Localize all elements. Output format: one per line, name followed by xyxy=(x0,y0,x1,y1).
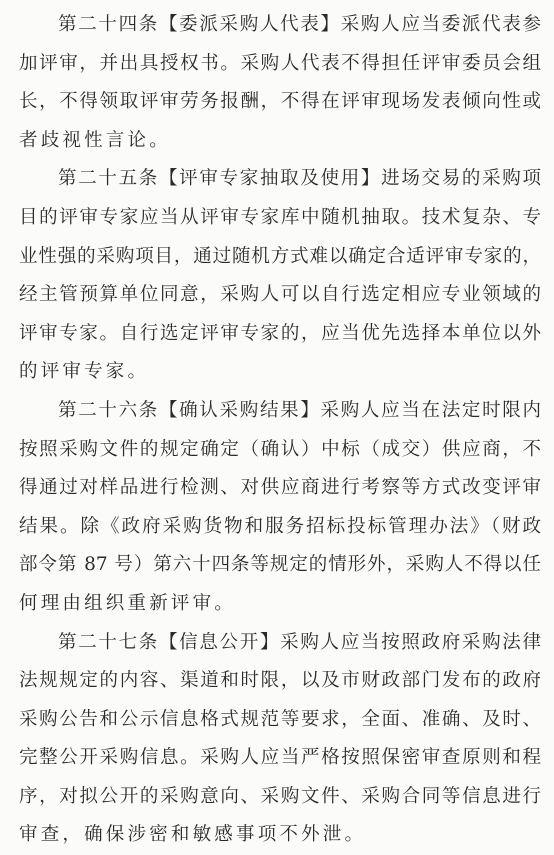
text-line: 加评审，并出具授权书。采购人代表不得担任评审委员会组 xyxy=(19,45,541,84)
text-line: 业性强的采购项目，通过随机方式难以确定合适评审专家的， xyxy=(19,238,541,277)
text-line: 何理由组织重新评审。 xyxy=(19,585,541,624)
text-line: 第二十七条【信息公开】采购人应当按照政府采购法律 xyxy=(19,624,541,663)
text-line: 法规规定的内容、渠道和时限，以及市财政部门发布的政府 xyxy=(19,662,541,701)
text-line: 审查，确保涉密和敏感事项不外泄。 xyxy=(19,816,541,855)
text-line: 完整公开采购信息。采购人应当严格按照保密审查原则和程 xyxy=(19,739,541,778)
text-line: 目的评审专家应当从评审专家库中随机抽取。技术复杂、专 xyxy=(19,199,541,238)
text-line: 长，不得领取评审劳务报酬，不得在评审现场发表倾向性或 xyxy=(19,83,541,122)
article-24 xyxy=(19,6,541,160)
text-line: 第二十六条【确认采购结果】采购人应当在法定时限内 xyxy=(19,392,541,431)
text-line: 序，对拟公开的采购意向、采购文件、采购合同等信息进行 xyxy=(19,778,541,817)
text-line: 部令第 87 号）第六十四条等规定的情形外，采购人不得以任 xyxy=(19,546,541,585)
text-line: 采购公告和公示信息格式规范等要求，全面、准确、及时、 xyxy=(19,701,541,740)
text-line: 第二十五条【评审专家抽取及使用】进场交易的采购项 xyxy=(19,160,541,199)
article-25 xyxy=(19,160,541,392)
text-line: 结果。除《政府采购货物和服务招标投标管理办法》（财政 xyxy=(19,508,541,547)
text-line: 评审专家。自行选定评审专家的，应当优先选择本单位以外 xyxy=(19,315,541,354)
text-line: 经主管预算单位同意，采购人可以自行选定相应专业领域的 xyxy=(19,276,541,315)
text-line: 者歧视性言论。 xyxy=(19,122,541,161)
article-26 xyxy=(19,392,541,624)
text-line: 第二十四条【委派采购人代表】采购人应当委派代表参 xyxy=(19,6,541,45)
article-27 xyxy=(19,624,541,855)
text-line: 的评审专家。 xyxy=(19,353,541,392)
text-line: 按照采购文件的规定确定（确认）中标（成交）供应商，不 xyxy=(19,431,541,470)
text-line: 得通过对样品进行检测、对供应商进行考察等方式改变评审 xyxy=(19,469,541,508)
